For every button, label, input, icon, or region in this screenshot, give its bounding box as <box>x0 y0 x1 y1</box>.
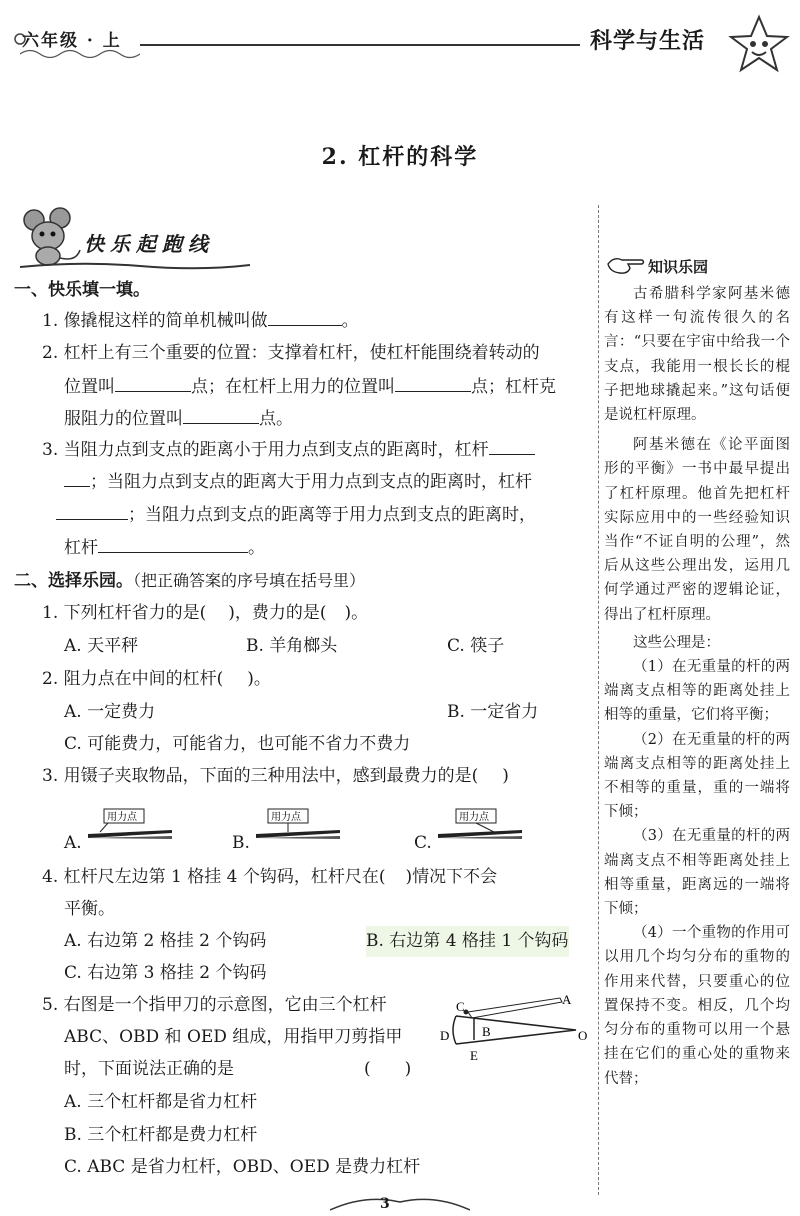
s2-q1-c: )。 <box>344 603 369 623</box>
header-grade: 六年级 · 上 <box>22 31 122 51</box>
s2-q1 <box>42 598 368 629</box>
s2-q5-opt-a: A. 三个杠杆都是省力杠杆 <box>64 1092 258 1112</box>
s2-q2-opt-b: B. 一定省力 <box>447 702 539 722</box>
s1-q2-line3 <box>64 404 293 435</box>
footer-ornament <box>330 1192 470 1216</box>
s2-q1-b: )，费力的是( <box>228 603 327 623</box>
s2-q1-a: 1. 下列杠杆省力的是( <box>42 603 207 623</box>
clipper-label-o: O <box>578 1028 588 1043</box>
s2-q2-text: 2. 阻力点在中间的杠杆( <box>42 669 224 689</box>
fun-section-title: 快乐起跑线 <box>84 232 214 256</box>
s2-q5-line3: 时，下面说法正确的是 <box>64 1059 234 1079</box>
header-rule <box>140 44 580 46</box>
clipper-label-d: D <box>440 1028 450 1043</box>
sidebar-p6: （3）在无重量的杆的两端离支点不相等距离处挂上相等重量，距离远的一端将下倾； <box>604 828 790 918</box>
s2-q5-opt-b: B. 三个杠杆都是费力杠杆 <box>64 1125 258 1145</box>
s1-q1-text: 1. 像撬棍这样的简单机械叫做 <box>42 311 268 331</box>
s1-q2-blank2 <box>395 373 471 392</box>
s1-q1-blank <box>268 307 342 326</box>
sidebar-p4: （1）在无重量的杆的两端离支点相等的距离处挂上相等的重量，它们将平衡； <box>604 659 790 724</box>
section1-heading: 一、快乐填一填。 <box>14 280 150 300</box>
s2-q2 <box>42 664 271 695</box>
sidebar-p3: 这些公理是： <box>633 634 720 651</box>
s2-q5-paren: ( ) <box>364 1059 412 1079</box>
s2-q4-opt-b: B. 右边第 4 格挂 1 个钩码 <box>366 926 569 957</box>
s1-q2-blank1 <box>115 373 191 392</box>
s2-q3 <box>42 761 509 792</box>
pointing-hand-icon <box>606 254 646 280</box>
section2-heading: 二、选择乐园。 <box>14 571 133 591</box>
s1-q3-line2 <box>64 467 532 498</box>
s1-q2-line2 <box>64 372 556 403</box>
s1-q3-l3: ；当阻力点到支点的距离等于用力点到支点的距离时， <box>128 505 536 525</box>
s2-q1-opt-a: A. 天平秤 <box>64 636 139 656</box>
sidebar-p5: （2）在无重量的杆的两端离支点相等的距离处挂上不相等的重量，重的一端将下倾； <box>604 731 790 821</box>
section2-note: （把正确答案的序号填在括号里） <box>133 571 366 590</box>
clipper-label-a: A <box>562 992 572 1007</box>
s1-q3-blank3 <box>56 501 128 520</box>
tweezer-a-icon <box>86 808 176 852</box>
s2-q4-l1b: )情况下不会 <box>405 867 498 887</box>
clipper-label-e: E <box>470 1048 478 1063</box>
s1-q3-l2: ；当阻力点到支点的距离大于用力点到支点的距离时，杠杆 <box>90 472 532 492</box>
clipper-label-b: B <box>482 1024 491 1039</box>
page-number: 3 <box>380 1196 390 1212</box>
s2-q2-opt-a: A. 一定费力 <box>64 702 156 722</box>
s1-q3-end: 。 <box>248 538 265 558</box>
s1-q2-l3a: 服阻力的位置叫 <box>64 409 183 429</box>
s1-q3-l4: 杠杆 <box>64 538 98 558</box>
s2-q4-opt-a: A. 右边第 2 格挂 2 个钩码 <box>64 931 267 951</box>
sidebar-p7: （4）一个重物的作用可以用几个均匀分布的重物的作用来代替，只要重心的位置保持不变。相反，几个均匀分布的重物可以用一个悬挂在它们的重心处的重物来代替； <box>604 925 790 1087</box>
s2-q2-opt-c: C. 可能费力，可能省力，也可能不省力不费力 <box>64 734 411 754</box>
s2-q4-line1 <box>42 862 497 893</box>
tweezer-b-label: 用力点 <box>271 812 301 823</box>
s1-q1 <box>42 306 359 337</box>
s1-q2-l3b: 点。 <box>259 409 293 429</box>
s1-q3-line4 <box>64 533 265 564</box>
sidebar-body <box>604 282 790 1091</box>
s2-q3-end: ) <box>502 766 509 786</box>
sidebar-p1: 古希腊科学家阿基米德有这样一句流传很久的名言：“只要在宇宙中给我一个支点，我能用一根长长的棍子把地球撬起来。”这句话便是说杠杆原理。 <box>604 286 790 424</box>
section2-heading-row <box>14 565 365 597</box>
s2-q5-line1: 5. 右图是一个指甲刀的示意图，它由三个杠杆 <box>42 995 387 1015</box>
s2-q3-opt-b: B. <box>232 833 250 853</box>
column-divider <box>598 205 599 1195</box>
s1-q2-l2c: 点；杠杆克 <box>471 377 556 397</box>
s2-q4-opt-c: C. 右边第 3 格挂 2 个钩码 <box>64 963 267 983</box>
s2-q2-end: )。 <box>247 669 271 689</box>
sidebar-p2: 阿基米德在《论平面图形的平衡》一书中最早提出了杠杆原理。他首先把杠杆实际应用中的一些经验知识当作“不证自明的公理”，然后从这些公理出发，运用几何学通过严密的逻辑论证，得出了杠杆原理。 <box>604 437 790 623</box>
s1-q2-line1: 2. 杠杆上有三个重要的位置：支撑着杠杆，使杠杆能围绕着转动的 <box>42 343 540 363</box>
sidebar-heading: 知识乐园 <box>648 258 709 276</box>
page-title: 2. 杠杆的科学 <box>321 144 479 170</box>
s2-q1-opt-b: B. 羊角榔头 <box>246 636 338 656</box>
tweezer-c-label: 用力点 <box>459 812 489 823</box>
s2-q4-line2: 平衡。 <box>64 899 115 919</box>
star-mascot-icon <box>728 14 790 80</box>
s2-q4-l1a: 4. 杠杆尺左边第 1 格挂 4 个钩码，杠杆尺在( <box>42 867 386 887</box>
tweezer-a-label: 用力点 <box>107 812 137 823</box>
s2-q5-opt-c: C. ABC 是省力杠杆，OBD、OED 是费力杠杆 <box>64 1157 421 1177</box>
s1-q3-blank1 <box>489 436 535 455</box>
s1-q2-l2b: 点；在杠杆上用力的位置叫 <box>191 377 395 397</box>
s1-q3-line3 <box>56 500 536 531</box>
title-underline <box>20 256 250 275</box>
header-brand: 科学与生活 <box>590 28 706 54</box>
s1-q3-l1: 3. 当阻力点到支点的距离小于用力点到支点的距离时，杠杆 <box>42 440 489 460</box>
s1-q2-l2a: 位置叫 <box>64 377 115 397</box>
nail-clipper-diagram <box>436 990 596 1070</box>
s1-q2-blank3 <box>183 405 259 424</box>
tweezer-c-icon <box>436 808 526 852</box>
s1-q1-end: 。 <box>341 311 359 331</box>
s2-q5-line2: ABC、OBD 和 OED 组成，用指甲刀剪指甲 <box>64 1027 403 1047</box>
s2-q3-opt-a: A. <box>64 833 82 853</box>
s1-q3-blank2 <box>64 468 90 487</box>
header-wave <box>20 46 140 65</box>
s1-q3-blank4 <box>98 534 248 553</box>
s1-q3-line1 <box>42 435 535 466</box>
s2-q1-opt-c: C. 筷子 <box>447 636 505 656</box>
tweezer-b-icon <box>254 808 344 852</box>
s2-q3-opt-c: C. <box>414 833 432 853</box>
clipper-label-c: C <box>456 999 465 1014</box>
s2-q3-text: 3. 用镊子夹取物品，下面的三种用法中，感到最费力的是( <box>42 766 479 786</box>
